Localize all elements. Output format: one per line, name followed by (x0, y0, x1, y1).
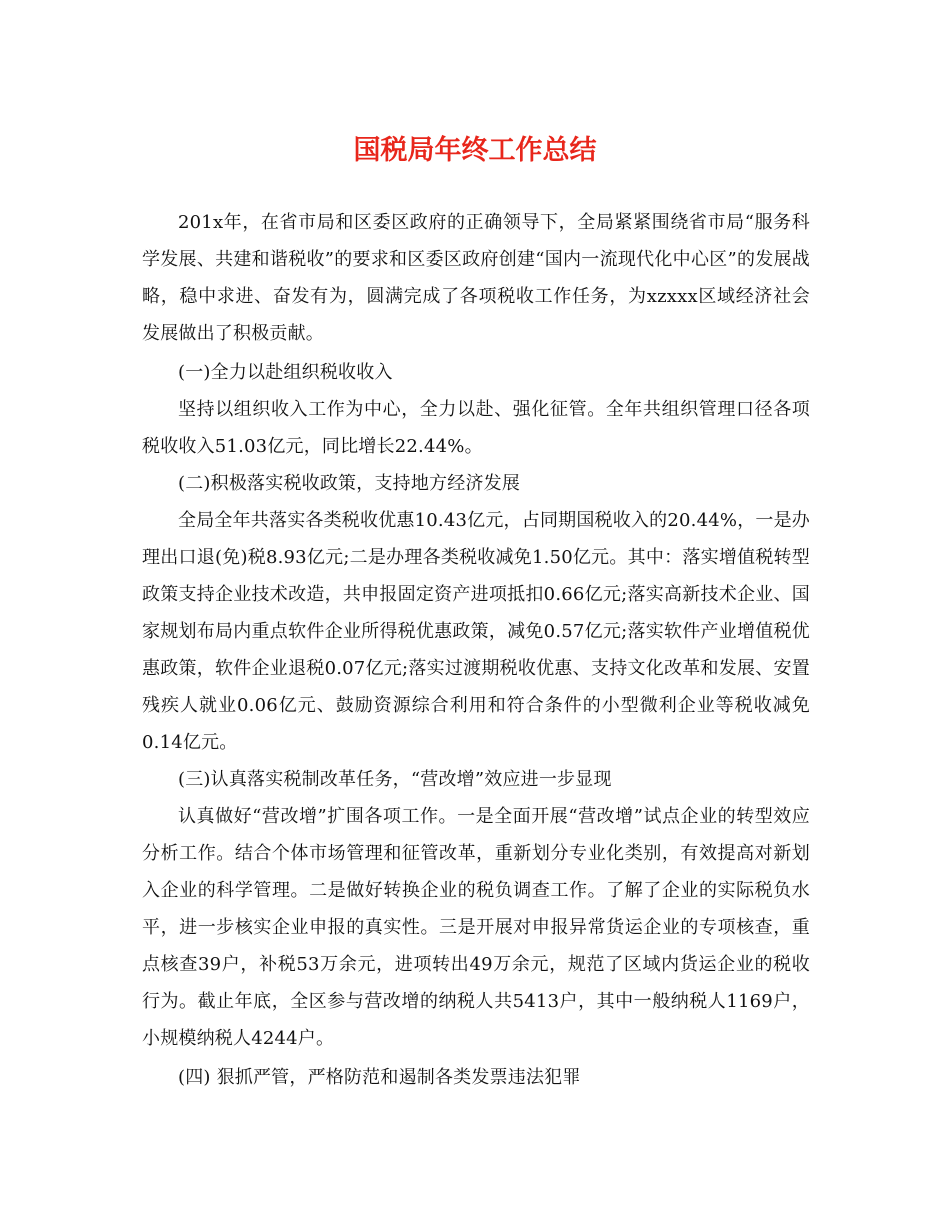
section-heading-2: (二)积极落实税收政策，支持地方经济发展 (178, 473, 521, 494)
paragraph-section-2: 全局全年共落实各类税收优惠10.43亿元，占同期国税收入的20.44%，一是办理出口退(免)税8.93亿元;二是办理各类税收减免1.50亿元。其中：落实增值税转型政策支持企业技术改造，共申报固定资产进项抵扣0.66亿元;落实高新技术企业、国家规划布局内重点软件企业所得税优惠政策，减免0.57亿元;落实软件产业增值税优惠政策，软件企业退税0.07亿元;落实过渡期税收优惠、支持文化改革和发展、安置残疾人就业0.06亿元、鼓励资源综合利用和符合条件的小型微利企业等税收减免0.14亿元。 (142, 510, 810, 753)
paragraph-section-1: 坚持以组织收入工作为中心，全力以赴、强化征管。全年共组织管理口径各项税收收入51.03亿元，同比增长22.44%。 (142, 399, 810, 457)
paragraph-intro: 201x年，在省市局和区委区政府的正确领导下，全局紧紧围绕省市局“服务科学发展、共建和谐税收”的要求和区委区政府创建“国内一流现代化中心区”的发展战略，稳中求进、奋发有为，圆满完成了各项税收工作任务，为xzxxx区域经济社会发展做出了积极贡献。 (142, 212, 810, 344)
document-title: 国税局年终工作总结 (353, 135, 597, 166)
section-heading-1: (一)全力以赴组织税收收入 (178, 362, 393, 383)
section-heading-3: (三)认真落实税制改革任务，“营改增”效应进一步显现 (178, 769, 612, 790)
paragraph-section-3: 认真做好“营改增”扩围各项工作。一是全面开展“营改增”试点企业的转型效应分析工作。结合个体市场管理和征管改革，重新划分专业化类别，有效提高对新划入企业的科学管理。二是做好转换企业的税负调查工作。了解了企业的实际税负水平，进一步核实企业申报的真实性。三是开展对申报异常货运企业的专项核查，重点核查39户，补税53万余元，进项转出49万余元，规范了区域内货运企业的税收行为。截止年底，全区参与营改增的纳税人共5413户，其中一般纳税人1169户，小规模纳税人4244户。 (142, 806, 810, 1049)
section-heading-4: (四) 狠抓严管，严格防范和遏制各类发票违法犯罪 (178, 1067, 581, 1088)
document-body (142, 204, 810, 1096)
